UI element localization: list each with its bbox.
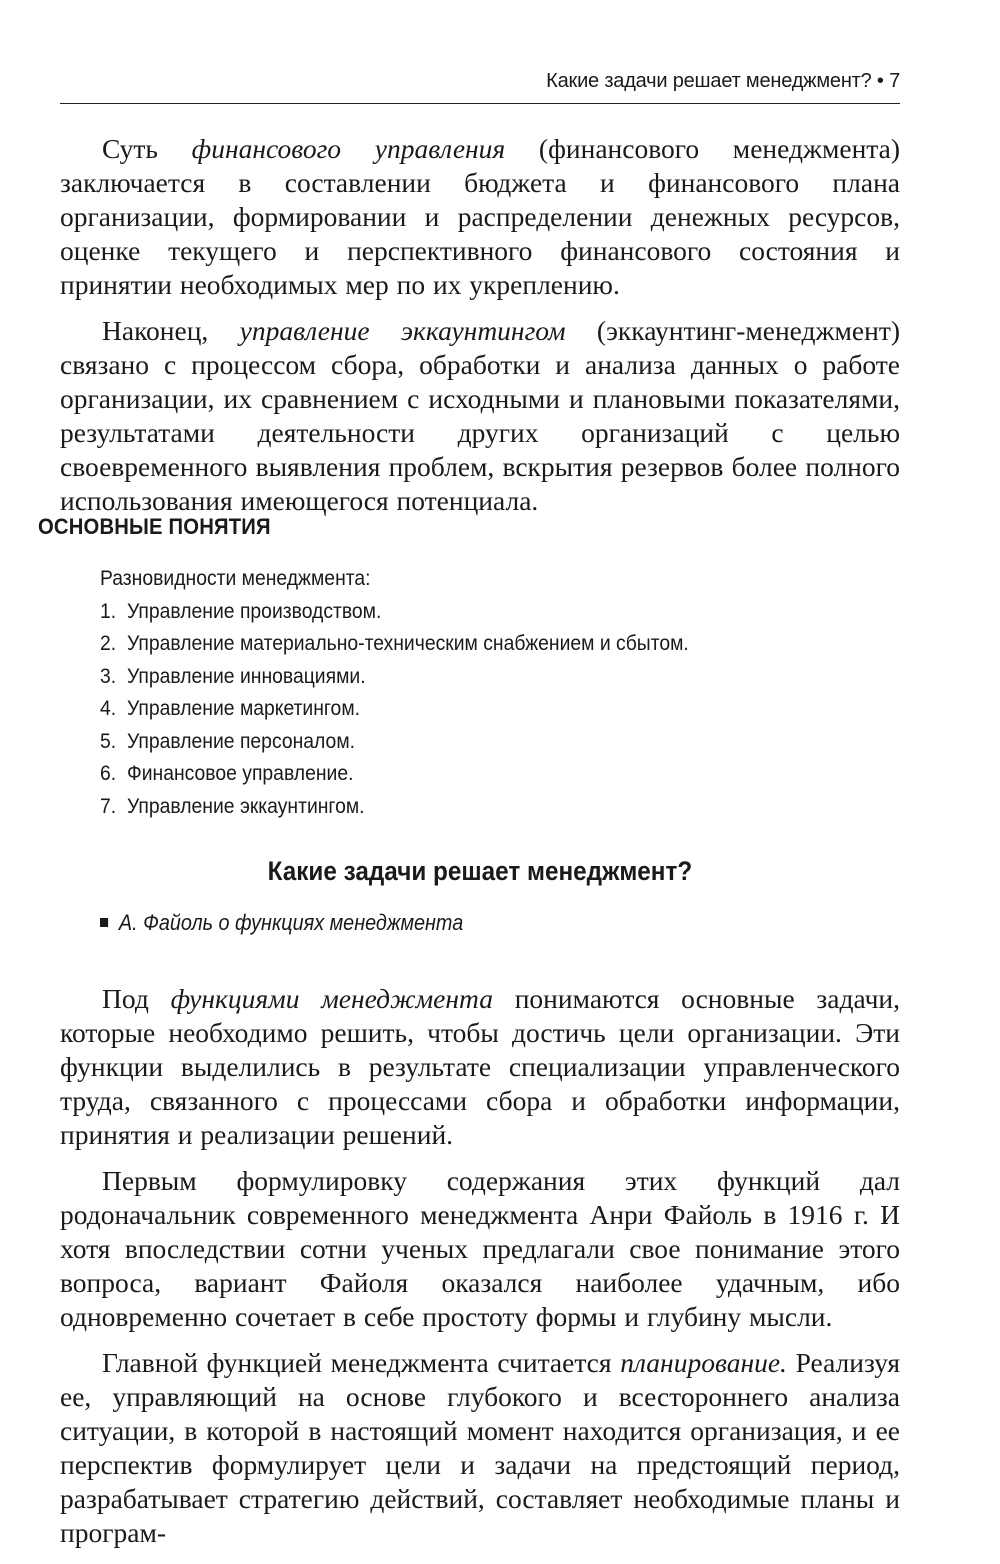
paragraph-text: Главной функцией менеджмента считается: [102, 1347, 621, 1378]
list-number: 2.: [100, 631, 117, 655]
list-number: 5.: [100, 728, 117, 753]
body-text: [60, 982, 900, 1562]
concepts-heading: ОСНОВНЫЕ ПОНЯТИЯ: [38, 514, 271, 539]
italic-term: планирование.: [620, 1347, 787, 1378]
paragraph-fayol: [60, 1164, 900, 1334]
list-item: [100, 725, 802, 758]
subtopic: [100, 910, 463, 936]
italic-term: управление эккаунтингом: [239, 315, 566, 346]
list-number: 3.: [100, 663, 117, 688]
paragraph-text: Первым формулировку содержания этих функций дал родоначальник современного менеджмента Анри Файоль в 1916 г. И хотя впоследствии сотни ученых предлагали свое понимание этого вопроса, вариант Файоля оказался наиболее удачным, ибо одновременно сочетает в себе простоту формы и глубину мысли.: [60, 1165, 900, 1332]
subtopic-text: А. Файоль о функциях менеджмента: [118, 910, 464, 935]
square-bullet-icon: [100, 918, 108, 927]
paragraph-text: Суть: [102, 133, 192, 164]
list-item: [100, 660, 802, 693]
list-number: 4.: [100, 696, 117, 720]
intro-text: [60, 132, 900, 530]
paragraph-text: Наконец,: [102, 315, 240, 346]
list-text: Управление эккаунтингом.: [127, 793, 365, 818]
paragraph-functions: [60, 982, 900, 1152]
section-title-text: Какие задачи решает менеджмент?: [267, 856, 693, 886]
list-text: Управление маркетингом.: [127, 696, 361, 720]
list-text: Управление персоналом.: [127, 728, 356, 753]
list-number: 1.: [100, 598, 117, 623]
list-item: [100, 627, 802, 660]
list-item: [100, 757, 802, 790]
italic-term: функциями менеджмента: [170, 983, 493, 1014]
list-text: Управление производством.: [127, 598, 382, 623]
section-title: [60, 856, 900, 887]
paragraph-text: (эккаунтинг-менеджмент) связано с процессом сбора, обработки и анализа данных о работе организации, их сравнением с исходными и плановыми показателями, результатами деятельности других организаций с целью своевременного выявления проблем, вскрытия резервов более полного использования имеющегося потенциала.: [60, 315, 901, 516]
list-item: [100, 595, 802, 628]
italic-term: финансового управления: [191, 133, 506, 164]
paragraph-text: (финансового менеджмента) заключается в составлении бюджета и финансового плана организации, формировании и распределении денежных ресурсов, оценке текущего и перспективного финансового состояния и принятии необходимых мер по их укреплению.: [60, 133, 900, 300]
paragraph-planning: [60, 1346, 900, 1550]
list-number: 6.: [100, 761, 117, 785]
running-head: Какие задачи решает менеджмент? • 7: [60, 64, 900, 104]
paragraph-text: понимаются основные задачи, которые необходимо решить, чтобы достичь цели организации. Эти функции выделились в результате специализации управленческого труда, связанного с процессами сбора и обработки информации, принятия и реализации решений.: [60, 983, 900, 1150]
paragraph-text: Под: [102, 983, 171, 1014]
list-text: Управление инновациями.: [127, 663, 366, 688]
concepts-list: [100, 562, 802, 822]
paragraph-accounting-management: [60, 314, 900, 518]
list-item: [100, 692, 802, 725]
list-text: Управление материально-техническим снабжением и сбытом.: [127, 631, 689, 655]
list-item: [100, 790, 802, 823]
list-text: Финансовое управление.: [127, 761, 354, 785]
book-page: [38, 0, 901, 1564]
paragraph-text: Реализуя ее, управляющий на основе глубокого и всестороннего анализа ситуации, в которой в настоящий момент находится организация, и ее перспектив формулирует цели и задачи на предстоящий период, разрабатывает стратегию действий, составляет необходимые планы и програм-: [60, 1347, 900, 1548]
list-number: 7.: [100, 793, 117, 818]
paragraph-financial-management: [60, 132, 900, 302]
concepts-lead: Разновидности менеджмента:: [100, 566, 371, 590]
